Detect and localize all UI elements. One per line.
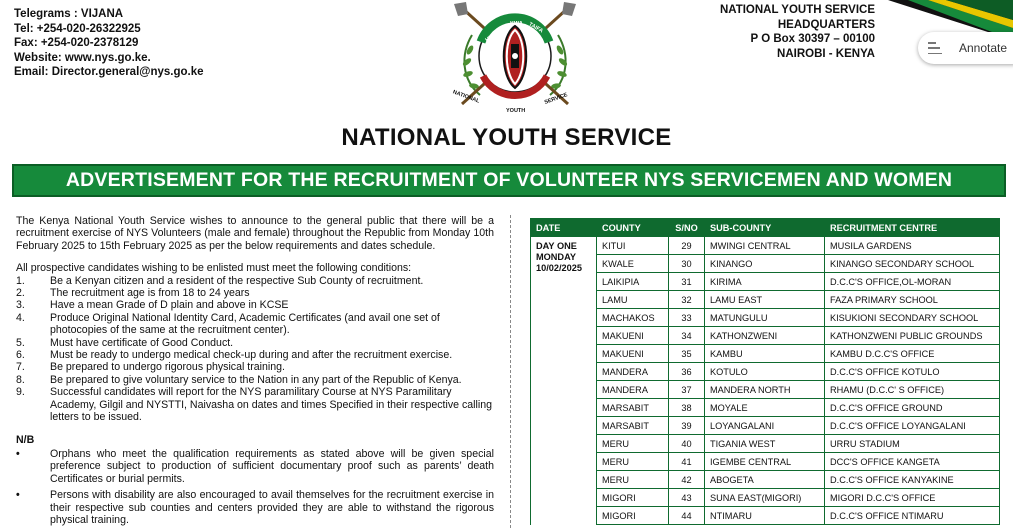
county-cell: MARSABIT [597,399,669,417]
condition-text: Be a Kenyan citizen and a resident of the respective Sub County of recruitment. [50,274,424,287]
condition-number: 1. [16,274,25,287]
sno-cell: 30 [669,255,705,273]
sub-county-cell: MOYALE [705,399,825,417]
county-cell: KWALE [597,255,669,273]
centre-cell: D.C.C'S OFFICE KANYAKINE [825,471,1000,489]
sno-cell: 44 [669,507,705,525]
condition-item [16,299,494,311]
condition-item [16,287,494,299]
date-day: DAY ONE [536,241,577,251]
county-cell: MERU [597,471,669,489]
county-cell: MANDERA [597,363,669,381]
table-row [531,291,1000,309]
header-county: COUNTY [597,219,669,237]
condition-text: Must be ready to undergo medical check-up during and after the recruitment exercise. [50,349,453,362]
tel-line: Tel: +254-020-26322925 [14,22,141,35]
sno-cell: 41 [669,453,705,471]
hq-line: P O Box 30397 – 00100 [750,33,875,45]
table-row [531,417,1000,435]
table-row [531,345,1000,363]
centre-cell: URRU STADIUM [825,435,1000,453]
sno-cell: 33 [669,309,705,327]
table-header-row [531,219,1000,237]
note-item [16,448,494,485]
condition-item [16,275,494,287]
website-line: Website: www.nys.go.ke. [14,51,151,64]
condition-text: The recruitment age is from 18 to 24 years [50,287,250,300]
centre-cell: D.C.C'S OFFICE LOYANGALANI [825,417,1000,435]
centre-cell: KAMBU D.C.C'S OFFICE [825,345,1000,363]
centre-cell: FAZA PRIMARY SCHOOL [825,291,1000,309]
condition-item [16,312,494,337]
condition-number: 2. [16,287,25,300]
telegrams-line: Telegrams : VIJANA [14,8,124,20]
condition-item [16,361,494,373]
notes-list [16,448,494,526]
centre-cell: D.C.C'S OFFICE GROUND [825,399,1000,417]
sub-county-cell: SUNA EAST(MIGORI) [705,489,825,507]
condition-item [16,386,494,423]
bullet-icon: • [16,489,20,502]
table-row [531,507,1000,525]
bullet-icon: • [16,447,20,460]
condition-number: 3. [16,299,25,312]
column-divider [510,215,511,528]
emblem-text-national: NATIONAL [451,89,481,105]
centre-cell: KINANGO SECONDARY SCHOOL [825,255,1000,273]
condition-number: 5. [16,336,25,349]
sub-county-cell: TIGANIA WEST [705,435,825,453]
header-sno: S/NO [669,219,705,237]
header-sub-county: SUB-COUNTY [705,219,825,237]
county-cell: MIGORI [597,507,669,525]
note-item [16,489,494,526]
condition-item [16,349,494,361]
centre-cell: D.C.C'S OFFICE NTIMARU [825,507,1000,525]
centre-cell: D.C.C'S OFFICE,OL-MORAN [825,273,1000,291]
sub-county-cell: MWINGI CENTRAL [705,237,825,255]
sub-county-cell: ABOGETA [705,471,825,489]
conditions-list [16,275,494,424]
county-cell: MARSABIT [597,417,669,435]
county-cell: MERU [597,453,669,471]
annotate-label: Annotate [959,41,1008,55]
sno-cell: 39 [669,417,705,435]
contact-block [14,7,204,80]
header-recruitment-centre: RECRUITMENT CENTRE [825,219,1000,237]
table-row [531,273,1000,291]
emblem-text-huduma: HUDUMA [484,24,508,44]
table-row [531,381,1000,399]
condition-number: 4. [16,311,25,324]
county-cell: MIGORI [597,489,669,507]
condition-number: 7. [16,361,25,374]
annotate-icon [928,42,942,54]
county-cell: LAIKIPIA [597,273,669,291]
sub-county-cell: MATUNGULU [705,309,825,327]
date-value: 10/02/2025 [536,263,582,273]
centre-cell: RHAMU (D.C.C' S OFFICE) [825,381,1000,399]
county-cell: KITUI [597,237,669,255]
sub-county-cell: IGEMBE CENTRAL [705,453,825,471]
table-row [531,363,1000,381]
condition-text: Have a mean Grade of D plain and above in KCSE [50,299,289,312]
condition-text: Produce Original National Identity Card, Academic Certificates (and avail one set of photocopies of the same at the recruitment center). [50,311,440,337]
hq-line: NAIROBI - KENYA [777,47,875,60]
sno-cell: 36 [669,363,705,381]
emblem-text-kwa: KWA [510,21,523,27]
sub-county-cell: KATHONZWENI [705,327,825,345]
annotate-button[interactable] [918,32,1013,64]
sno-cell: 40 [669,435,705,453]
sub-county-cell: NTIMARU [705,507,825,525]
condition-text: Be prepared to give voluntary service to the Nation in any part of the Republic of Kenya. [50,373,462,386]
sub-county-cell: KAMBU [705,345,825,363]
table-row [531,489,1000,507]
schedule-table [530,218,1000,525]
sno-cell: 34 [669,327,705,345]
nb-label: N/B [16,433,35,446]
table-row [531,309,1000,327]
centre-cell: KISUKIONI SECONDARY SCHOOL [825,309,1000,327]
sno-cell: 37 [669,381,705,399]
note-text: Persons with disability are also encouraged to avail themselves for the recruitment exercise in their respective sub counties and centers provided they are able to withstand the rigorous physical training. [50,489,494,526]
intro-paragraph: The Kenya National Youth Service wishes to announce to the general public that there will be a recruitment exercise of NYS Volunteers (male and female) throughout the Republic from Monday 10th February 2025 to 15th February 2025 as per the below requirements and dates schedule. [16,215,494,252]
condition-text: Successful candidates will report for the NYS paramilitary Course at NYS Paramilitary Academy, Gilgil and NYSTTI, Naivasha on dates and times Specified in their respective calling letters to be issued. [50,386,493,424]
condition-item [16,337,494,349]
table-row [531,471,1000,489]
sno-cell: 29 [669,237,705,255]
table-row [531,399,1000,417]
date-weekday: MONDAY [536,252,576,262]
fax-line: Fax: +254-020-2378129 [14,37,139,49]
centre-cell: MUSILA GARDENS [825,237,1000,255]
county-cell: MAKUENI [597,327,669,345]
table-row [531,327,1000,345]
hq-line: NATIONAL YOUTH SERVICE [719,4,875,16]
header-date: DATE [531,219,597,237]
county-cell: LAMU [597,291,669,309]
sno-cell: 43 [669,489,705,507]
hq-address [700,3,875,61]
sno-cell: 35 [669,345,705,363]
sub-county-cell: LOYANGALANI [705,417,825,435]
centre-cell: MIGORI D.C.C'S OFFICE [825,489,1000,507]
table-row [531,237,1000,255]
note-text: Orphans who meet the qualification requirements as stated above will be given special preference subject to production of sufficient documentary proof such as parents’ death Certificates or burial permits. [50,447,494,485]
hq-line: HEADQUARTERS [777,18,875,31]
condition-number: 9. [16,386,25,399]
condition-item [16,374,494,386]
centre-cell: KATHONZWENI PUBLIC GROUNDS [825,327,1000,345]
emblem-text-youth: YOUTH [506,108,526,114]
condition-number: 6. [16,349,25,362]
requirements-column [16,215,494,528]
sno-cell: 31 [669,273,705,291]
sno-cell: 32 [669,291,705,309]
sub-county-cell: KIRIMA [705,273,825,291]
emblem-text [440,0,590,118]
emblem-text-taifa: TAIFA [527,21,544,35]
sub-county-cell: LAMU EAST [705,291,825,309]
county-cell: MANDERA [597,381,669,399]
sub-county-cell: KINANGO [705,255,825,273]
table-row [531,453,1000,471]
condition-number: 8. [16,373,25,386]
county-cell: MACHAKOS [597,309,669,327]
condition-text: Be prepared to undergo rigorous physical training. [50,361,285,374]
conditions-intro: All prospective candidates wishing to be enlisted must meet the following conditions: [16,262,412,275]
county-cell: MAKUENI [597,345,669,363]
county-cell: MERU [597,435,669,453]
sub-county-cell: MANDERA NORTH [705,381,825,399]
condition-text: Must have certificate of Good Conduct. [50,336,234,349]
sno-cell: 42 [669,471,705,489]
table-row [531,435,1000,453]
centre-cell: D.C.C'S OFFICE KOTULO [825,363,1000,381]
page-title: NATIONAL YOUTH SERVICE [341,124,672,151]
sub-county-cell: KOTULO [705,363,825,381]
advert-banner: ADVERTISEMENT FOR THE RECRUITMENT OF VOLUNTEER NYS SERVICEMEN AND WOMEN [12,164,1006,197]
date-cell [531,237,597,525]
centre-cell: DCC'S OFFICE KANGETA [825,453,1000,471]
email-line: Email: Director.general@nys.go.ke [14,66,204,78]
sno-cell: 38 [669,399,705,417]
emblem-text-service: SERVICE [543,92,569,106]
table-row [531,255,1000,273]
